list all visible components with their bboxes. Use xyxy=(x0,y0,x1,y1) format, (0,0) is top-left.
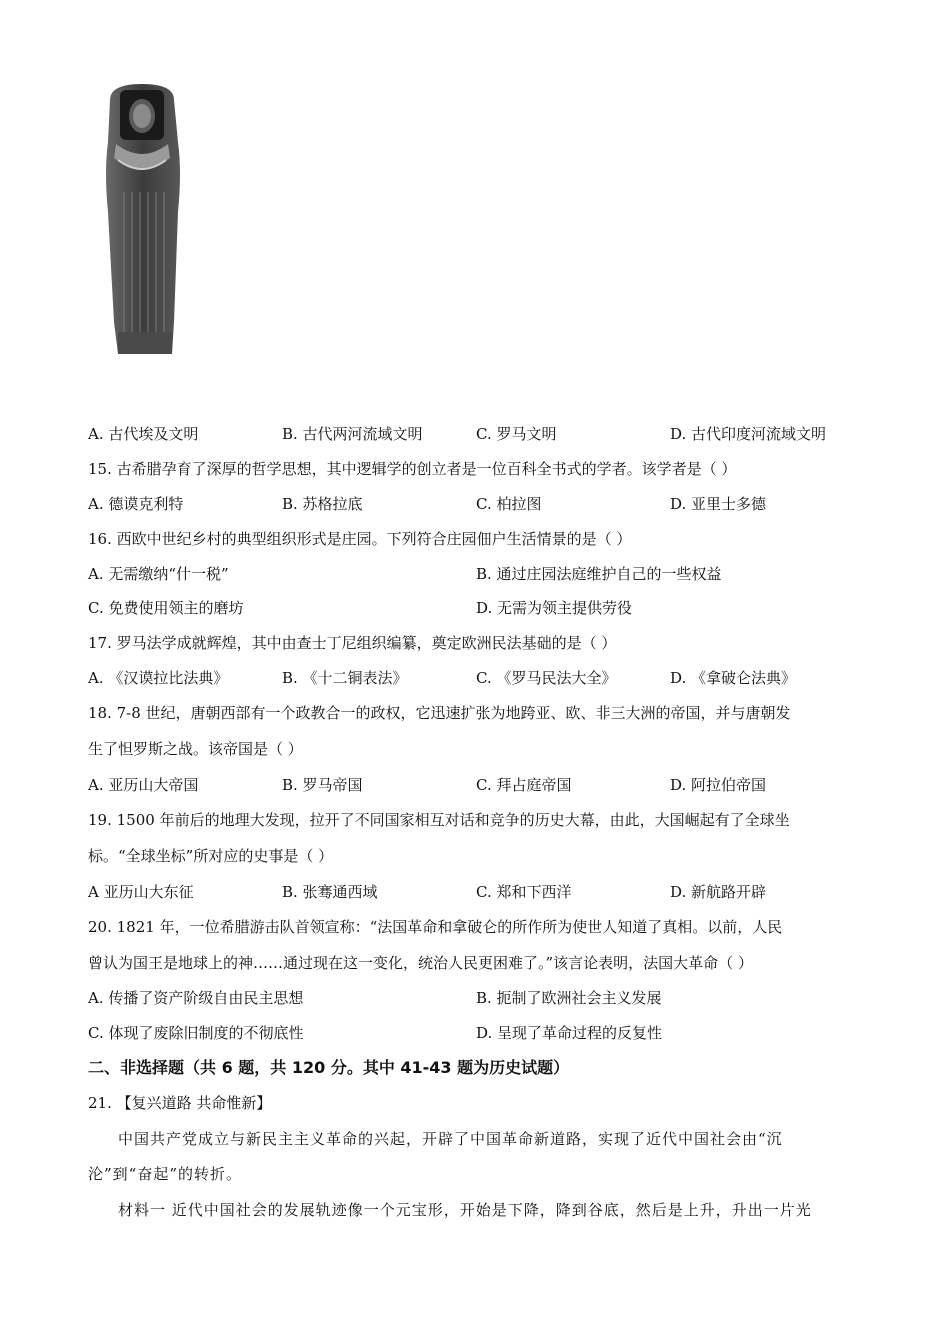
q18-option-c: C. 拜占庭帝国 xyxy=(476,776,572,794)
q16-option-c: C. 免费使用领主的磨坊 xyxy=(88,599,244,617)
q14-option-d: D. 古代印度河流域文明 xyxy=(670,425,827,443)
q14-option-b: B. 古代两河流域文明 xyxy=(282,425,423,443)
q18-option-d: D. 阿拉伯帝国 xyxy=(670,776,767,794)
q20-option-c: C. 体现了废除旧制度的不彻底性 xyxy=(88,1024,304,1042)
q15-option-c: C. 柏拉图 xyxy=(476,495,542,513)
q20-option-b: B. 扼制了欧洲社会主义发展 xyxy=(476,989,662,1007)
q18-option-a: A. 亚历山大帝国 xyxy=(88,776,199,794)
q15-stem: 15. 古希腊孕育了深厚的哲学思想，其中逻辑学的创立者是一位百科全书式的学者。该学者是（ ） xyxy=(88,460,737,478)
q19-option-a: A 亚历山大东征 xyxy=(88,883,194,901)
q16-option-a: A. 无需缴纳“什一税” xyxy=(88,565,229,583)
q15-option-a: A. 德谟克利特 xyxy=(88,495,184,513)
q20-option-d: D. 呈现了革命过程的反复性 xyxy=(476,1024,663,1042)
q17-option-b: B. 《十二铜表法》 xyxy=(282,669,408,687)
q21-intro-line1: 中国共产党成立与新民主主义革命的兴起，开辟了中国革命新道路，实现了近代中国社会由“沉 xyxy=(118,1130,783,1148)
q17-stem: 17. 罗马法学成就辉煌，其中由查士丁尼组织编纂，奠定欧洲民法基础的是（ ） xyxy=(88,634,617,652)
q16-option-b: B. 通过庄园法庭维护自己的一些权益 xyxy=(476,565,722,583)
q21-intro-line2: 沦”到“奋起”的转折。 xyxy=(88,1165,243,1183)
q17-option-a: A. 《汉谟拉比法典》 xyxy=(88,669,229,687)
q14-option-a: A. 古代埃及文明 xyxy=(88,425,199,443)
q19-option-d: D. 新航路开辟 xyxy=(670,883,767,901)
q18-stem-line1: 18. 7-8 世纪，唐朝西部有一个政教合一的政权，它迅速扩张为地跨亚、欧、非三大洲的帝国，并与唐朝发 xyxy=(88,704,791,722)
q20-stem-line1: 20. 1821 年，一位希腊游击队首领宣称：“法国革命和拿破仑的所作所为使世人知道了真相。以前，人民 xyxy=(88,918,783,936)
q18-option-b: B. 罗马帝国 xyxy=(282,776,363,794)
q18-stem-line2: 生了怛罗斯之战。该帝国是（ ） xyxy=(88,740,303,758)
q19-option-c: C. 郑和下西洋 xyxy=(476,883,572,901)
section-heading: 二、非选择题（共 6 题，共 120 分。其中 41-43 题为历史试题） xyxy=(88,1058,570,1077)
q15-option-b: B. 苏格拉底 xyxy=(282,495,363,513)
q19-stem-line2: 标。“全球坐标”所对应的史事是（ ） xyxy=(88,847,334,865)
q17-option-c: C. 《罗马民法大全》 xyxy=(476,669,617,687)
q16-option-d: D. 无需为领主提供劳役 xyxy=(476,599,633,617)
q15-option-d: D. 亚里士多德 xyxy=(670,495,767,513)
q21-material1: 材料一 近代中国社会的发展轨迹像一个元宝形，开始是下降，降到谷底，然后是上升，升出一片光 xyxy=(118,1201,812,1219)
q16-stem: 16. 西欧中世纪乡村的典型组织形式是庄园。下列符合庄园佃户生活情景的是（ ） xyxy=(88,530,632,548)
q20-option-a: A. 传播了资产阶级自由民主思想 xyxy=(88,989,304,1007)
q21-title: 21. 【复兴道路 共命惟新】 xyxy=(88,1094,272,1112)
sarcophagus-image xyxy=(98,82,186,358)
q20-stem-line2: 曾认为国王是地球上的神……通过现在这一变化，统治人民更困难了。”该言论表明，法国大革命（ ） xyxy=(88,954,753,972)
q14-option-c: C. 罗马文明 xyxy=(476,425,557,443)
q19-option-b: B. 张骞通西域 xyxy=(282,883,378,901)
q19-stem-line1: 19. 1500 年前后的地理大发现，拉开了不同国家相互对话和竞争的历史大幕，由此，大国崛起有了全球坐 xyxy=(88,811,790,829)
q17-option-d: D. 《拿破仑法典》 xyxy=(670,669,797,687)
sarcophagus-icon xyxy=(98,82,186,358)
